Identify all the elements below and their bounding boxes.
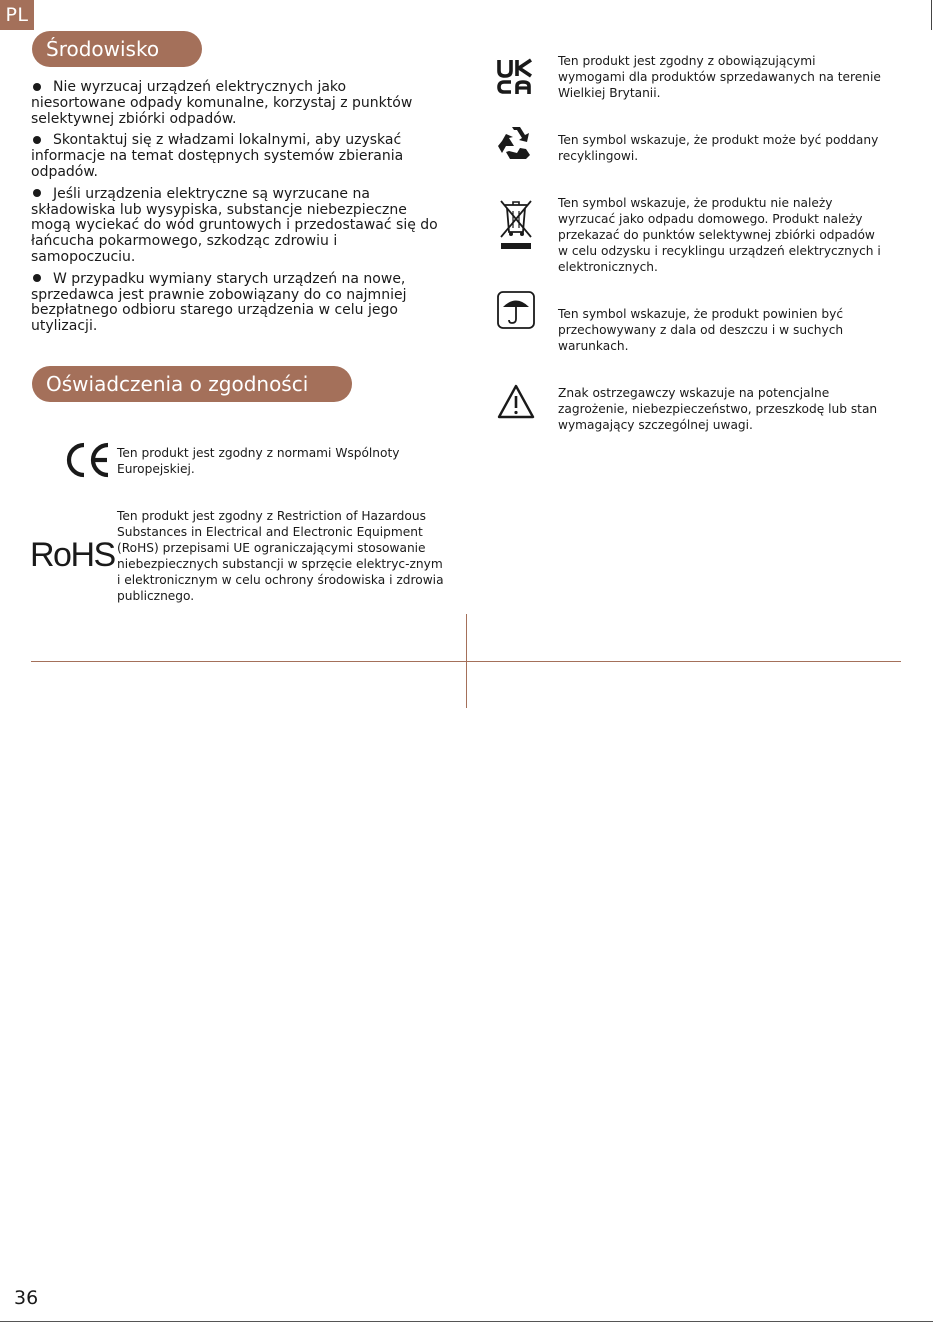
ce-mark-icon — [64, 441, 112, 479]
bullet-icon — [33, 83, 41, 91]
crop-mark — [931, 0, 932, 30]
bullet-icon — [33, 136, 41, 144]
ukca-description: Ten produkt jest zgodny z obowiązującymi wymogami dla produktów sprzedawanych na terenie Wielkiej Brytanii. — [558, 54, 881, 100]
page-number: 36 — [14, 1287, 39, 1309]
recycle-description: Ten symbol wskazuje, że produkt może być poddany recyklingowi. — [558, 133, 879, 163]
ce-description: Ten produkt jest zgodny z normami Wspólnoty Europejskiej. — [117, 446, 400, 476]
page-bottom-rule — [0, 1321, 933, 1322]
rohs-logo: RoHS — [30, 536, 115, 574]
warning-description: Znak ostrzegawczy wskazuje na potencjalne zagrożenie, niebezpieczeństwo, przeszkodę lub stan wymagający szczególnej uwagi. — [558, 386, 878, 432]
crossed-bin-icon — [496, 197, 536, 253]
environment-list — [31, 80, 443, 341]
list-item: Skontaktuj się z władzami lokalnymi, aby uzyskać informacje na temat dostępnych systemów zbierania odpadów. — [31, 132, 404, 180]
ukca-icon — [496, 57, 536, 97]
list-item: Nie wyrzucaj urządzeń elektrycznych jako niesortowane odpady komunalne, korzystaj z punktów selektywnej zbiórki odpadów. — [31, 79, 413, 127]
language-tag: PL — [0, 0, 34, 30]
umbrella-icon — [496, 290, 536, 330]
rohs-description: Ten produkt jest zgodny z Restriction of Hazardous Substances in Electrical and Electronic Equipment (RoHS) przepisami UE ograniczającymi stosowanie niebezpiecznych substancji w sprzęcie elektryc-znym i elektronicznym w celu ochrony środowiska i zdrowia publicznego. — [117, 509, 444, 603]
umbrella-description: Ten symbol wskazuje, że produkt powinien być przechowywany z dala od deszczu i w suchych warunkach. — [558, 307, 844, 353]
section-title-conformity: Oświadczenia o zgodności — [32, 366, 352, 402]
section-title-environment: Środowisko — [32, 31, 202, 67]
list-item: Jeśli urządzenia elektryczne są wyrzucane na składowiska lub wysypiska, substancje niebezpieczne mogą wyciekać do wód gruntowych i przedostawać się do łańcucha pokarmowego, szkodząc zdrowiu i samopoczuciu. — [31, 185, 438, 265]
warning-icon — [496, 382, 536, 422]
bullet-icon — [33, 274, 41, 282]
bullet-icon — [33, 189, 41, 197]
list-item: W przypadku wymiany starych urządzeń na nowe, sprzedawca jest prawnie zobowiązany do co najmniej bezpłatnego odbioru starego urządzenia w celu jego utylizacji. — [31, 270, 407, 335]
divider-vertical — [466, 614, 467, 708]
recycle-icon — [496, 122, 536, 164]
weee-description: Ten symbol wskazuje, że produktu nie należy wyrzucać jako odpadu domowego. Produkt należy przekazać do punktów selektywnej zbiórki odpadów w celu odzysku i recyklingu urządzeń elektrycznych i elektronicznych. — [558, 196, 881, 274]
